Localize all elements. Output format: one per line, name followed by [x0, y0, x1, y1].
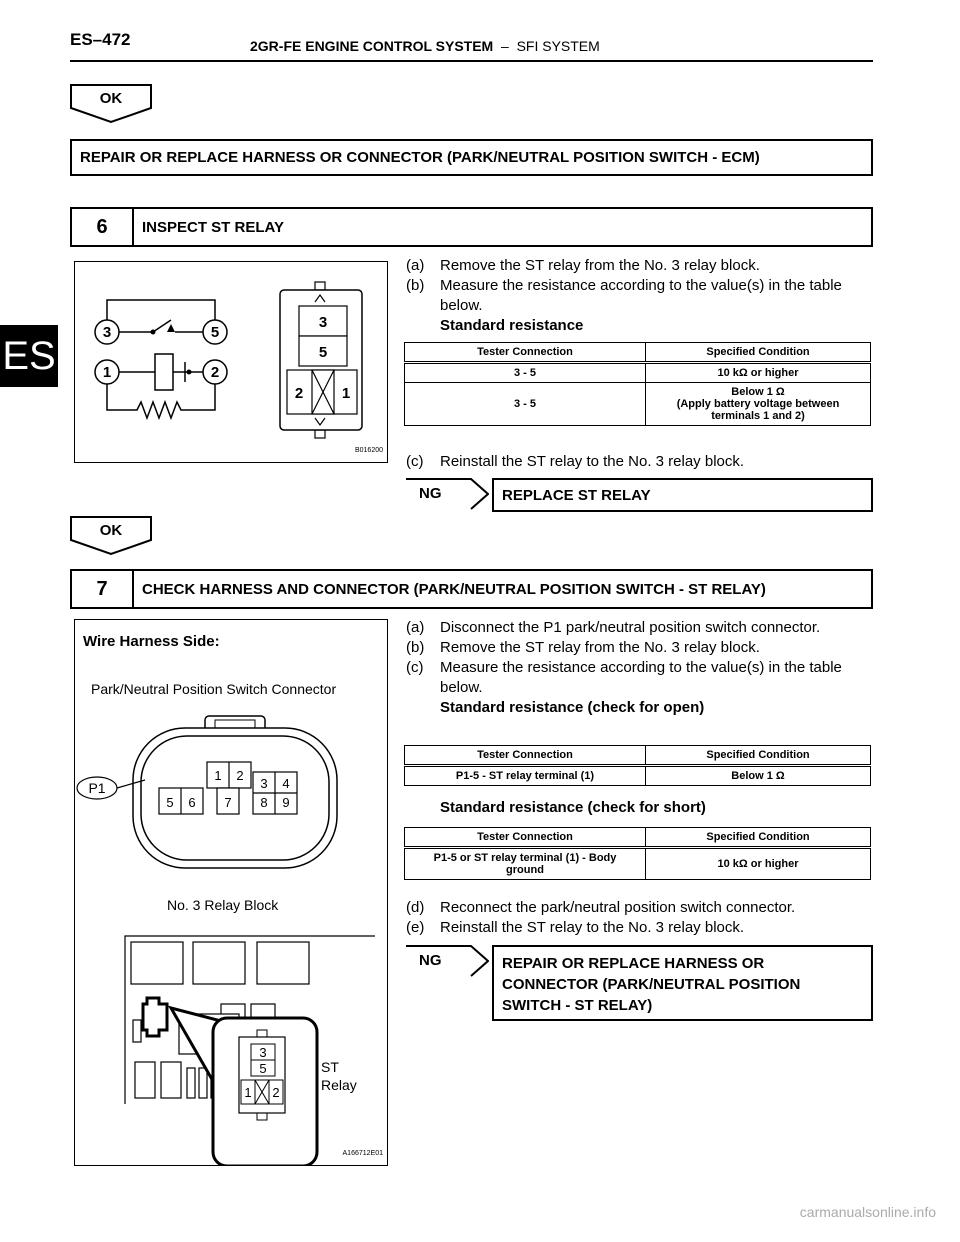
- p1-label: P1: [88, 780, 106, 796]
- col-tester-connection: Tester Connection: [405, 343, 646, 363]
- st-relay-diagram: [74, 261, 388, 463]
- pin-9: 9: [282, 795, 290, 810]
- ng-flow-marker-2: [405, 945, 489, 977]
- step-7-instructions: [406, 618, 876, 718]
- page-code: ES–472: [70, 30, 131, 49]
- left-term-3: 3: [102, 324, 112, 341]
- ok-flow-marker-2: [70, 516, 152, 556]
- replace-st-relay-box: [492, 478, 873, 512]
- pin-5: 5: [166, 795, 174, 810]
- instruction-7d: (d) Reconnect the park/neutral position switch connector.: [406, 899, 796, 916]
- ok-flow-marker-1: [70, 84, 152, 124]
- st-relay-resistance-table: [404, 342, 871, 426]
- short-table-title: Standard resistance (check for short): [440, 799, 706, 816]
- instruction-7c: (c) Measure the resistance according to the value(s) in the table below.: [406, 659, 842, 696]
- table-row: 3 - 5 Below 1 Ω (Apply battery voltage between terminals 1 and 2): [405, 383, 871, 426]
- relay-term-3: 3: [259, 1045, 267, 1060]
- ng-label-2: NG: [419, 952, 442, 969]
- repair-box-ecm: [70, 139, 873, 176]
- table-row: P1-5 or ST relay terminal (1) - Body ground 10 kΩ or higher: [405, 848, 871, 880]
- section-tab: ES: [0, 325, 58, 387]
- ok-label-2: OK: [99, 522, 123, 539]
- step-7-title: CHECK HARNESS AND CONNECTOR (PARK/NEUTRAL POSITION SWITCH - ST RELAY): [142, 580, 766, 598]
- step-6-number: 6: [72, 209, 134, 245]
- left-term-2: 2: [210, 364, 220, 381]
- relay-term-5: 5: [259, 1061, 267, 1076]
- step-6-header: [70, 207, 873, 247]
- relay-block-label: No. 3 Relay Block: [167, 897, 279, 913]
- ng-arrow-shape-1: [405, 478, 489, 510]
- step-6-instructions: [406, 256, 876, 336]
- right-term-1: 1: [341, 385, 351, 402]
- right-term-5: 5: [318, 344, 328, 361]
- table-title-6: Standard resistance: [440, 317, 584, 334]
- left-term-5: 5: [210, 324, 220, 341]
- replace-st-relay-text: REPLACE ST RELAY: [502, 486, 651, 504]
- open-check-table: [404, 745, 871, 786]
- instruction-7b: (b) Remove the ST relay from the No. 3 relay block.: [406, 639, 760, 656]
- table-header-row: Tester Connection Specified Condition: [405, 746, 871, 766]
- table-row: 3 - 5 10 kΩ or higher: [405, 363, 871, 383]
- ok-label-1: OK: [99, 90, 123, 107]
- col-specified-condition: Specified Condition: [646, 343, 871, 363]
- left-term-1: 1: [102, 364, 112, 381]
- repair-box-ecm-text: REPAIR OR REPLACE HARNESS OR CONNECTOR (PARK/NEUTRAL POSITION SWITCH - ECM): [80, 149, 760, 166]
- ng-flow-marker-1: [405, 478, 489, 510]
- instruction-7e: (e) Reinstall the ST relay to the No. 3 relay block.: [406, 919, 745, 936]
- table-header-row: Tester Connection Specified Condition: [405, 828, 871, 848]
- table-row: P1-5 - ST relay terminal (1) Below 1 Ω: [405, 766, 871, 786]
- pin-7: 7: [224, 795, 232, 810]
- pin-8: 8: [260, 795, 268, 810]
- wire-harness-diagram: [74, 619, 388, 1166]
- figure-code-b016200: B016200: [354, 447, 383, 454]
- instruction-6b: (b) Measure the resistance according to the value(s) in the table below.: [406, 277, 842, 314]
- pin-3: 3: [260, 776, 268, 791]
- figure-code-a166712e01: A166712E01: [342, 1150, 383, 1157]
- step-6-title: INSPECT ST RELAY: [142, 218, 284, 236]
- relay-term-2: 2: [272, 1085, 280, 1100]
- ng-label-1: NG: [419, 485, 442, 502]
- st-label: ST: [321, 1059, 339, 1075]
- table-header-row: [405, 343, 871, 363]
- repair-box-st-relay-text: REPAIR OR REPLACE HARNESS OR CONNECTOR (PARK/NEUTRAL POSITION SWITCH - ST RELAY): [502, 955, 801, 1014]
- instruction-6c: (c) Reinstall the ST relay to the No. 3 relay block.: [406, 453, 745, 470]
- header-rule: [70, 60, 873, 62]
- repair-box-st-relay: [492, 945, 873, 1021]
- instruction-7a: (a) Disconnect the P1 park/neutral position switch connector.: [406, 619, 821, 636]
- step-7-number: 7: [72, 571, 134, 607]
- title-suffix: – SFI SYSTEM: [493, 38, 600, 54]
- open-table-title: Standard resistance (check for open): [440, 699, 705, 716]
- pin-4: 4: [282, 776, 290, 791]
- right-term-2: 2: [294, 385, 304, 402]
- step-7-final-instructions: [406, 898, 876, 938]
- title-main: 2GR-FE ENGINE CONTROL SYSTEM: [250, 38, 494, 54]
- harness-connector-drawing: [75, 620, 387, 1165]
- watermark: carmanualsonline.info: [799, 1204, 936, 1220]
- page-title: [250, 38, 600, 54]
- st-relay-schematic: [75, 262, 387, 462]
- relay-term-1: 1: [244, 1085, 252, 1100]
- instruction-6a: (a) Remove the ST relay from the No. 3 relay block.: [406, 257, 760, 274]
- pin-2: 2: [236, 768, 244, 783]
- relay-label: Relay: [321, 1077, 357, 1093]
- step-7-header: [70, 569, 873, 609]
- short-check-table: [404, 827, 871, 880]
- ng-arrow-shape-2: [405, 945, 489, 977]
- wire-harness-side-label: Wire Harness Side:: [83, 633, 220, 650]
- pnp-connector-label: Park/Neutral Position Switch Connector: [91, 681, 337, 697]
- pin-1: 1: [214, 768, 222, 783]
- pin-6: 6: [188, 795, 196, 810]
- right-term-3: 3: [318, 314, 328, 331]
